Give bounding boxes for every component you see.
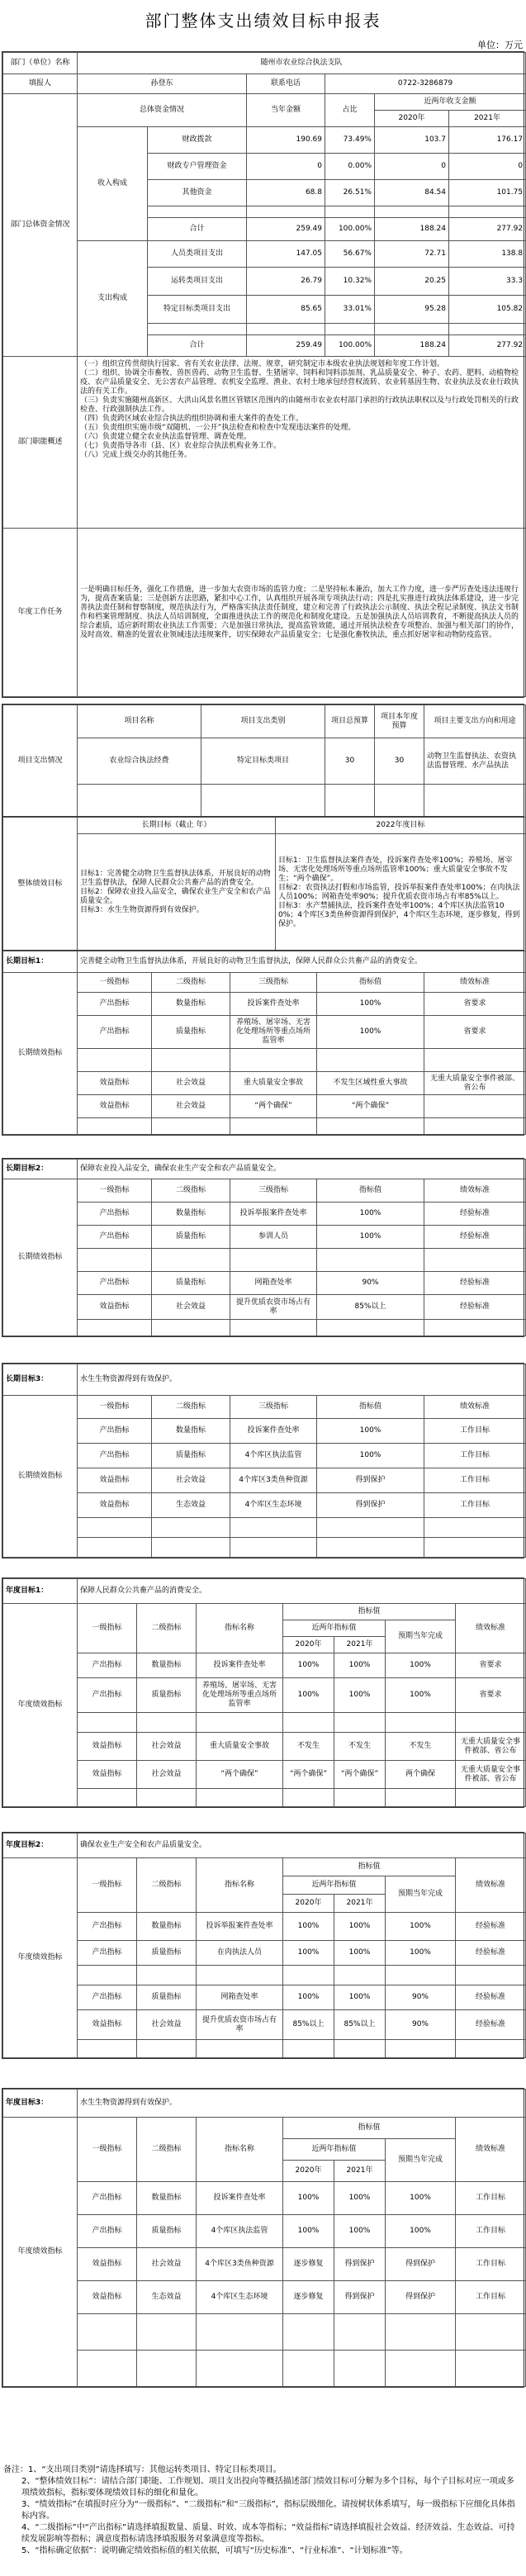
ann-cell: 数量指标 (137, 2182, 197, 2215)
ind-cell: “两个确保” (230, 1095, 317, 1118)
long-goal-text: 水生生物资源得到有效保护。 (78, 1364, 526, 1396)
ann-cell: “两个确保” (334, 1761, 386, 1789)
ann-cell: 90% (386, 1985, 456, 2010)
ann-header: 指标名称 (197, 1858, 283, 1913)
ind-cell: 工作目标 (424, 1493, 526, 1518)
ind-cell: 经验标准 (424, 1203, 526, 1226)
ann-cell: 100% (283, 1913, 334, 1941)
project-purpose: 动物卫生监督执法、农资执法监督管理、水产品执法 (424, 738, 526, 785)
ann-cell: 工作目标 (456, 2248, 526, 2281)
ann-cell: 效益指标 (78, 1761, 137, 1789)
ann-cell: 无重大质量安全事件被部、省公布 (456, 1733, 526, 1761)
ind-cell: 投诉案件查处率 (230, 993, 317, 1016)
ann-cell: 投诉案件查处率 (197, 2182, 283, 2215)
long-goal-label: 长期目标1： (3, 951, 78, 973)
income-ratio: 73.49% (325, 127, 375, 154)
ann-cell: 100% (283, 1941, 334, 1966)
ann-cell: 投诉举报案件查处率 (197, 1913, 283, 1941)
ann-cell: 100% (334, 2182, 386, 2215)
duty-label: 部门职能概述 (3, 357, 78, 529)
income-y1: 103.7 (375, 127, 449, 154)
ann-cell: 100% (386, 2182, 456, 2215)
ann-header: 指标值 (283, 1858, 456, 1876)
long-goal-text: 保障农业投入品安全，确保农业生产安全和农产品质量安全。 (78, 1160, 526, 1179)
long-goal-label: 长期目标2： (3, 1160, 78, 1179)
income-cur: 190.69 (247, 127, 325, 154)
ann-cell: 效益指标 (78, 1733, 137, 1761)
long-block-1 (2, 950, 524, 1136)
expense-name: 特定目标类项目支出 (148, 296, 247, 324)
expense-ratio: 33.01% (325, 296, 375, 324)
ann-cell: 提升优质农资市场占有率 (197, 2010, 283, 2040)
phone-label: 联系电话 (247, 74, 325, 94)
project-header: 项目名称 (78, 705, 201, 738)
ann-cell: 85%以上 (283, 2010, 334, 2040)
ann-cell: 质量指标 (137, 1678, 197, 1713)
ind-cell: 数量指标 (152, 993, 230, 1016)
funds-year2: 2021年 (449, 111, 526, 127)
ann-cell: 养殖场、屠宰场、无害化处理场所等重点场所监管率 (197, 1678, 283, 1713)
expense-y1: 72.71 (375, 241, 449, 268)
expense-y2: 105.82 (449, 296, 526, 324)
ann-cell: 逐步修复 (283, 2248, 334, 2281)
ann-header: 指标名称 (197, 1604, 283, 1653)
ann-cell: 经验标准 (456, 1941, 526, 1966)
ann-cell: 两个确保 (386, 1761, 456, 1789)
ind-cell: 社会效益 (152, 1072, 230, 1095)
project-section (2, 704, 524, 818)
ann-header: 一级指标 (78, 2118, 137, 2182)
ind-cell: 产出指标 (78, 1203, 152, 1226)
ann-cell: 社会效益 (137, 1733, 197, 1761)
ann-cell: 100% (334, 1985, 386, 2010)
ann-cell: 产出指标 (78, 1985, 137, 2010)
ann-header: 二级指标 (137, 1604, 197, 1653)
ann-cell: 经验标准 (456, 2010, 526, 2040)
ann-cell: 经验标准 (456, 1913, 526, 1941)
project-year: 30 (375, 738, 424, 785)
ann-header: 一级指标 (78, 1604, 137, 1653)
ind-cell: 经验标准 (424, 1295, 526, 1320)
goals-section (2, 816, 524, 952)
funds-col-ratio: 占比 (325, 94, 375, 127)
long-block-3 (2, 1363, 524, 1558)
ann-cell: 100% (386, 1678, 456, 1713)
ann-cell: 数量指标 (137, 1913, 197, 1941)
annual-goal-text: 保障人民群众公共畜产品的消费安全。 (78, 1579, 526, 1604)
notes (3, 2465, 522, 2557)
ind-cell: 提升优质农资市场占有率 (230, 1295, 317, 1320)
funds-col-current: 当年金额 (247, 94, 325, 127)
expense-cur: 147.05 (247, 241, 325, 268)
ind-cell: 投诉案件查处率 (230, 1419, 317, 1444)
ind-cell: 得到保护 (317, 1468, 424, 1493)
ind-cell: 工作目标 (424, 1444, 526, 1468)
ann-cell: 100% (283, 2215, 334, 2248)
ind-header: 一级指标 (78, 1179, 152, 1203)
ind-cell: 产出指标 (78, 1444, 152, 1468)
ann-cell: 100% (386, 1941, 456, 1966)
income-ratio: 100.00% (325, 218, 375, 241)
ann-header: 绩效标准 (456, 1604, 526, 1653)
annual-task-label: 年度工作任务 (3, 529, 78, 697)
ann-header: 预期当年完成 (386, 1876, 456, 1913)
ind-header: 二级指标 (152, 973, 230, 993)
ann-header: 预期当年完成 (386, 2139, 456, 2182)
ind-header: 二级指标 (152, 1396, 230, 1419)
long-goal-text: 完善健全动物卫生监督执法体系，开展良好的动物卫生监督执法，保障人民群众公共畜产品的消费安全。 (78, 951, 526, 973)
annual-block-3 (2, 2088, 524, 2388)
ann-cell: 质量指标 (137, 2215, 197, 2248)
ann-cell: 100% (386, 1653, 456, 1678)
ann-cell: 100% (334, 2215, 386, 2248)
project-total: 30 (325, 738, 375, 785)
ann-cell: 85%以上 (334, 2010, 386, 2040)
income-name: 其他资金 (148, 180, 247, 206)
ann-cell: 4个库区生态环境 (197, 2281, 283, 2314)
ann-cell: 工作目标 (456, 2215, 526, 2248)
long-side-label: 长期绩效指标 (3, 1396, 78, 1558)
annual-goal-text: 确保农业生产安全和农产品质量安全。 (78, 1834, 526, 1858)
goals-annual-label: 2022年度目标 (276, 818, 526, 834)
ann-header: 近两年指标值 (283, 1876, 386, 1895)
ann-cell: “两个确保” (197, 1761, 283, 1789)
project-name: 农业综合执法经费 (78, 738, 201, 785)
ind-header: 绩效标准 (424, 1179, 526, 1203)
ind-cell: 85%以上 (317, 1295, 424, 1320)
ann-header: 2021年 (334, 1895, 386, 1913)
ann-cell: 产出指标 (78, 2215, 137, 2248)
ind-cell: 省要求 (424, 993, 526, 1016)
funds-year1: 2020年 (375, 111, 449, 127)
ann-cell: 工作目标 (456, 2182, 526, 2215)
ann-cell: 不发生 (283, 1733, 334, 1761)
ind-cell: 效益指标 (78, 1468, 152, 1493)
ind-header: 一级指标 (78, 973, 152, 993)
ann-cell: 逐步修复 (283, 2281, 334, 2314)
ind-cell: 产出指标 (78, 1016, 152, 1049)
ann-cell: 质量指标 (137, 1985, 197, 2010)
ind-cell (424, 1095, 526, 1118)
ind-header: 二级指标 (152, 1179, 230, 1203)
project-label: 项目支出情况 (3, 705, 78, 818)
income-cur: 259.49 (247, 218, 325, 241)
ind-cell: 4个库区3类鱼种资源 (230, 1468, 317, 1493)
ann-cell: 90% (386, 2010, 456, 2040)
ann-cell: 社会效益 (137, 1761, 197, 1789)
funds-section (2, 51, 524, 698)
project-header: 项目主要支出方向和用途 (424, 705, 526, 738)
annual-task-text: 一是明确目标任务，强化工作措施，进一步加大农资市场的监管力度；二是坚持标本兼治，加大工作力度，进一步严厉查处违法违规行为，提高查案质量；三是创新方法思路，紧扣中心工作，认真组织开展各项专项执法行动；四是扎实推进行政执法体系建设，进一步完善执法责任制和督察制度，规范执法行为，严格落实执法责任制度，建立和完善了行政执法公示制度、执法全程记录制度、执法文书制作和档案管理制度、执法人员培训制度，全面推进执法工作的规范化和制度化建设。五是加强执法人员培训教育，不断提高执法人员的综合素质，适应新时期农业执法工作需要；六是加强日常执法，提高监管效能，通过开展执法检查专项整治、加强与相关部门的协作，及时高效、精准的处置农业领域违法违规案件，切实保障农产品质量安全；七是强化畜牧执法，重点抓好屠宰和动物防疫监管。 (78, 529, 526, 697)
ind-cell: 投诉举报案件查处率 (230, 1203, 317, 1226)
ann-cell: 得到保护 (334, 2281, 386, 2314)
funds-section-label: 部门总体资金情况 (3, 94, 78, 357)
ann-cell: 100% (386, 1913, 456, 1941)
income-name: 财政专户管理资金 (148, 154, 247, 180)
income-y2: 277.92 (449, 218, 526, 241)
project-header: 项目支出类别 (201, 705, 325, 738)
expense-ratio: 10.32% (325, 268, 375, 296)
ann-cell: 生态效益 (137, 2281, 197, 2314)
long-goal-label: 长期目标3： (3, 1364, 78, 1396)
ann-cell: 省要求 (456, 1653, 526, 1678)
note-line: 4、“二级指标”中“产出指标”请选择填报数量、质量、时效、成本等指标；“效益指标”请选择填报社会效益、经济效益、生态效益、可持续发展影响等指标；满意度指标请选择填报服务对象满意度等指标。 (21, 2523, 515, 2544)
income-y2: 0 (449, 154, 526, 180)
ann-header: 2021年 (334, 1637, 386, 1653)
ann-cell: 100% (283, 1678, 334, 1713)
ann-header: 2021年 (334, 2161, 386, 2182)
ind-cell: 质量指标 (152, 1444, 230, 1468)
ind-cell: 质量指标 (152, 1226, 230, 1249)
expense-y2: 277.92 (449, 335, 526, 357)
ind-cell: 效益指标 (78, 1295, 152, 1320)
ind-cell: 100% (317, 1203, 424, 1226)
ind-cell: 工作目标 (424, 1468, 526, 1493)
ann-header: 2020年 (283, 2161, 334, 2182)
annual-side-label: 年度绩效指标 (3, 1858, 78, 2058)
annual-side-label: 年度绩效指标 (3, 2118, 78, 2387)
ann-cell: 效益指标 (78, 2281, 137, 2314)
income-cur: 0 (247, 154, 325, 180)
income-name: 财政拨款 (148, 127, 247, 154)
long-block-2 (2, 1158, 524, 1337)
ann-cell: 100% (334, 1941, 386, 1966)
expense-name: 人员类项目支出 (148, 241, 247, 268)
ann-cell: 经验标准 (456, 1985, 526, 2010)
ann-cell: 100% (334, 1653, 386, 1678)
expense-y1: 188.24 (375, 335, 449, 357)
ann-header: 指标名称 (197, 2118, 283, 2182)
funds-col-recent: 近两年收支金额 (375, 94, 526, 111)
expense-y2: 33.3 (449, 268, 526, 296)
ann-cell: 无重大质量安全事件被部、省公布 (456, 1761, 526, 1789)
annual-goal-label: 年度目标2： (3, 1834, 78, 1858)
goals-long-label: 长期目标（截止 年） (78, 818, 276, 834)
duty-text: （一）组织宣传贯彻执行国家、省有关农业法律、法规、规章，研究制定市本级农业执法规划和年度工作计划。 （二）组织、协调全市畜牧、兽医兽药、动物卫生监督、生猪屠宰、饲料和饲料添加剂、乳品质量安全、种子、农药、肥料、动植物检疫、农产品质量安全、无公害农产品管理、农机安全监理、渔业、农村土地承包经营权流转、农业转基因生物、农业执法及农业行政执法的有关工作。 （三）负责实施随州高新区、大洪山风景名胜区管辖区范围内的由随州市农业农村部门承担的行政执法职权以及与行政处罚相关的行政检查、行政强制执法工作。 （四）负责跨区域农业综合执法的组织协调和重大案件的查处工作。 （五）负责组织实施市级“双随机、一公开”执法检查和检查中发现违法案件的处理。 （六）负责建立健全农业执法监督管理、调查处理。 （七）负责指导各市（县、区）农业综合执法机构业务工作。 （八）完成上级交办的其他任务。 (78, 357, 526, 529)
ann-header: 绩效标准 (456, 2118, 526, 2182)
ind-cell: 省要求 (424, 1016, 526, 1049)
ind-header: 三级指标 (230, 1396, 317, 1419)
note-line: 备注：1、“支出项目类别”请选择填写：其他运转类项目、特定目标类项目。 (3, 2465, 282, 2474)
ann-cell: 100% (283, 1985, 334, 2010)
ann-cell: 社会效益 (137, 2010, 197, 2040)
ann-cell: 100% (386, 2215, 456, 2248)
note-line: 3、“绩效指标”在填报时应分为“一级指标”、“二级指标”和“三级指标”，指标层级细化。请按树状体系填写，每一级指标下应细化具体指标内容。 (21, 2500, 515, 2521)
ind-cell: 得到保护 (317, 1493, 424, 1518)
ind-cell: 社会效益 (152, 1468, 230, 1493)
ind-cell: 养殖场、屠宰场、无害化处理场所等重点场所监管率 (230, 1016, 317, 1049)
goals-label: 整体绩效目标 (3, 818, 78, 951)
ind-cell: 100% (317, 1016, 424, 1049)
ind-cell: 产出指标 (78, 1419, 152, 1444)
income-ratio: 26.51% (325, 180, 375, 206)
ind-cell: 不发生区域性重大事故 (317, 1072, 424, 1095)
expense-y1: 20.25 (375, 268, 449, 296)
ann-cell: 工作目标 (456, 2281, 526, 2314)
income-y2: 176.17 (449, 127, 526, 154)
ind-cell: 效益指标 (78, 1493, 152, 1518)
ann-cell: 100% (334, 1913, 386, 1941)
ind-header: 三级指标 (230, 973, 317, 993)
ann-cell: 100% (334, 1678, 386, 1713)
ind-cell: 产出指标 (78, 993, 152, 1016)
ann-cell: 数量指标 (137, 1653, 197, 1678)
note-line: 5、“指标确定依据”：说明确定绩效指标值的相关依据，可填写“历史标准”、“行业标准”、“计划标准”等。 (21, 2546, 408, 2555)
dept-value: 随州市农业综合执法支队 (78, 53, 526, 74)
long-side-label: 长期绩效指标 (3, 973, 78, 1135)
ann-header: 2020年 (283, 1895, 334, 1913)
unit-label: 单位：万元 (477, 40, 523, 50)
annual-goal-text: 水生生物资源得到有效保护。 (78, 2090, 526, 2118)
ann-cell: 效益指标 (78, 2010, 137, 2040)
ann-header: 2020年 (283, 1637, 334, 1653)
expense-cur: 259.49 (247, 335, 325, 357)
ann-cell: 网箱查处率 (197, 1985, 283, 2010)
ind-header: 绩效标准 (424, 1396, 526, 1419)
ind-cell: 参训人员 (230, 1226, 317, 1249)
income-y1: 188.24 (375, 218, 449, 241)
ann-cell: 产出指标 (78, 1913, 137, 1941)
ind-cell: 数量指标 (152, 1419, 230, 1444)
annual-block-2 (2, 1832, 524, 2059)
ann-cell: 得到保护 (386, 2281, 456, 2314)
expense-y1: 95.28 (375, 296, 449, 324)
expense-y2: 138.8 (449, 241, 526, 268)
ann-cell: 在肉执法人员 (197, 1941, 283, 1966)
ind-cell: 产出指标 (78, 1272, 152, 1295)
ann-header: 近两年指标值 (283, 2139, 386, 2161)
ind-header: 指标值 (317, 1396, 424, 1419)
ind-cell: 工作目标 (424, 1419, 526, 1444)
goals-long-text: 目标1：完善健全动物卫生监督执法体系，开展良好的动物卫生监督执法，保障人民群众公共畜产品的消费安全。 目标2：保障农业投入品安全，确保农业生产安全和农产品质量安全。 目标3：水生生物资源得到有效保护。 (78, 834, 276, 951)
ann-header: 预期当年完成 (386, 1620, 456, 1653)
ann-cell: 100% (283, 1653, 334, 1678)
ann-cell: 4个库区执法监管 (197, 2215, 283, 2248)
ann-cell: 产出指标 (78, 1941, 137, 1966)
dept-label: 部门（单位）名称 (3, 53, 78, 74)
expense-label: 支出构成 (78, 241, 148, 357)
ind-cell: 无重大质量安全事件被部、省公布 (424, 1072, 526, 1095)
ann-cell: 省要求 (456, 1678, 526, 1713)
ann-header: 二级指标 (137, 2118, 197, 2182)
phone-value: 0722-3286879 (325, 74, 526, 94)
ind-cell: 质量指标 (152, 1272, 230, 1295)
ann-cell: 不发生 (386, 1733, 456, 1761)
annual-block-1 (2, 1577, 524, 1808)
ind-cell: 效益指标 (78, 1072, 152, 1095)
ind-cell: 100% (317, 1226, 424, 1249)
filler-value: 孙登东 (78, 74, 247, 94)
ind-cell: 100% (317, 1419, 424, 1444)
ann-cell: 质量指标 (137, 1941, 197, 1966)
ann-cell: 投诉案件查处率 (197, 1653, 283, 1678)
annual-side-label: 年度绩效指标 (3, 1604, 78, 1807)
expense-name: 运转类项目支出 (148, 268, 247, 296)
annual-goal-label: 年度目标1： (3, 1579, 78, 1604)
ind-cell: 社会效益 (152, 1095, 230, 1118)
long-side-label: 长期绩效指标 (3, 1179, 78, 1336)
ann-cell: “两个确保” (283, 1761, 334, 1789)
ann-cell: 4个库区3类鱼种资源 (197, 2248, 283, 2281)
income-name: 合计 (148, 218, 247, 241)
ann-cell: 社会效益 (137, 2248, 197, 2281)
income-y2: 101.75 (449, 180, 526, 206)
project-header: 项目总预算 (325, 705, 375, 738)
ann-cell: 产出指标 (78, 1653, 137, 1678)
ind-cell: 重大质量安全事故 (230, 1072, 317, 1095)
ind-cell: 4个库区执法监管 (230, 1444, 317, 1468)
note-line: 2、“整体绩效目标”：请结合部门职能、工作规划、项目支出投向等概括描述部门绩效目标可分解为多个目标，每个子目标对应一项或多项绩效指标，指标要体现绩效目标的细化和量化。 (21, 2477, 514, 2498)
ind-cell: 100% (317, 993, 424, 1016)
ind-header: 绩效标准 (424, 973, 526, 993)
project-header: 项目本年度预算 (375, 705, 424, 738)
ind-header: 一级指标 (78, 1396, 152, 1419)
ann-header: 一级指标 (78, 1858, 137, 1913)
ind-cell: 经验标准 (424, 1226, 526, 1249)
ann-cell: 得到保护 (386, 2248, 456, 2281)
ind-cell: 网箱查处率 (230, 1272, 317, 1295)
ann-cell: 效益指标 (78, 2248, 137, 2281)
ind-header: 三级指标 (230, 1179, 317, 1203)
ann-header: 指标值 (283, 2118, 456, 2139)
ind-cell: 数量指标 (152, 1203, 230, 1226)
ann-cell: 不发生 (334, 1733, 386, 1761)
ann-cell: 产出指标 (78, 2182, 137, 2215)
ann-header: 绩效标准 (456, 1858, 526, 1913)
income-cur: 68.8 (247, 180, 325, 206)
ind-cell: 效益指标 (78, 1095, 152, 1118)
income-label: 收入构成 (78, 127, 148, 241)
ann-cell: 100% (283, 2182, 334, 2215)
goals-annual-text: 目标1：卫生监督执法案件查处，投诉案件查处率100%；养殖场、屠宰场、无害化处理场所等重点场所监管率100%；重大质量安全事故不发生；“两个确保”。 目标2：农资执法打假和市场监管，投诉举报案件查处率100%；在肉执法人员100%；网箱查处率90%；提升优质农资市场占有率85%以上。 目标3：水产禁捕执法，投诉案件查处率100%；4个库区执法监管100%；4个库区3类鱼种资源得到保护，4个库区生态环境，逐步修复，得到保护。 (276, 834, 526, 951)
ind-cell: 质量指标 (152, 1016, 230, 1049)
filler-label: 填报人 (3, 74, 78, 94)
income-y1: 84.54 (375, 180, 449, 206)
funds-col-total: 总体资金情况 (78, 94, 247, 127)
ann-cell: 产出指标 (78, 1678, 137, 1713)
ind-cell: 产出指标 (78, 1226, 152, 1249)
ann-header: 二级指标 (137, 1858, 197, 1913)
income-y1: 0 (375, 154, 449, 180)
ann-cell: 重大质量安全事故 (197, 1733, 283, 1761)
ind-cell: 社会效益 (152, 1295, 230, 1320)
annual-goal-label: 年度目标3： (3, 2090, 78, 2118)
page-title: 部门整体支出绩效目标申报表 (145, 11, 381, 31)
ind-cell: 生态效益 (152, 1493, 230, 1518)
ann-cell: 得到保护 (334, 2248, 386, 2281)
ind-header: 指标值 (317, 973, 424, 993)
expense-cur: 85.65 (247, 296, 325, 324)
ann-header: 指标值 (283, 1604, 456, 1620)
ind-cell: 100% (317, 1444, 424, 1468)
ind-cell: “两个确保” (317, 1095, 424, 1118)
ind-cell: 4个库区生态环境 (230, 1493, 317, 1518)
income-ratio: 0.00% (325, 154, 375, 180)
project-type: 特定目标类项目 (201, 738, 325, 785)
expense-ratio: 100.00% (325, 335, 375, 357)
ind-cell: 经验标准 (424, 1272, 526, 1295)
expense-ratio: 56.67% (325, 241, 375, 268)
ind-header: 指标值 (317, 1179, 424, 1203)
ann-header: 近两年指标值 (283, 1620, 386, 1637)
ind-cell: 90% (317, 1272, 424, 1295)
expense-name: 合计 (148, 335, 247, 357)
expense-cur: 26.79 (247, 268, 325, 296)
